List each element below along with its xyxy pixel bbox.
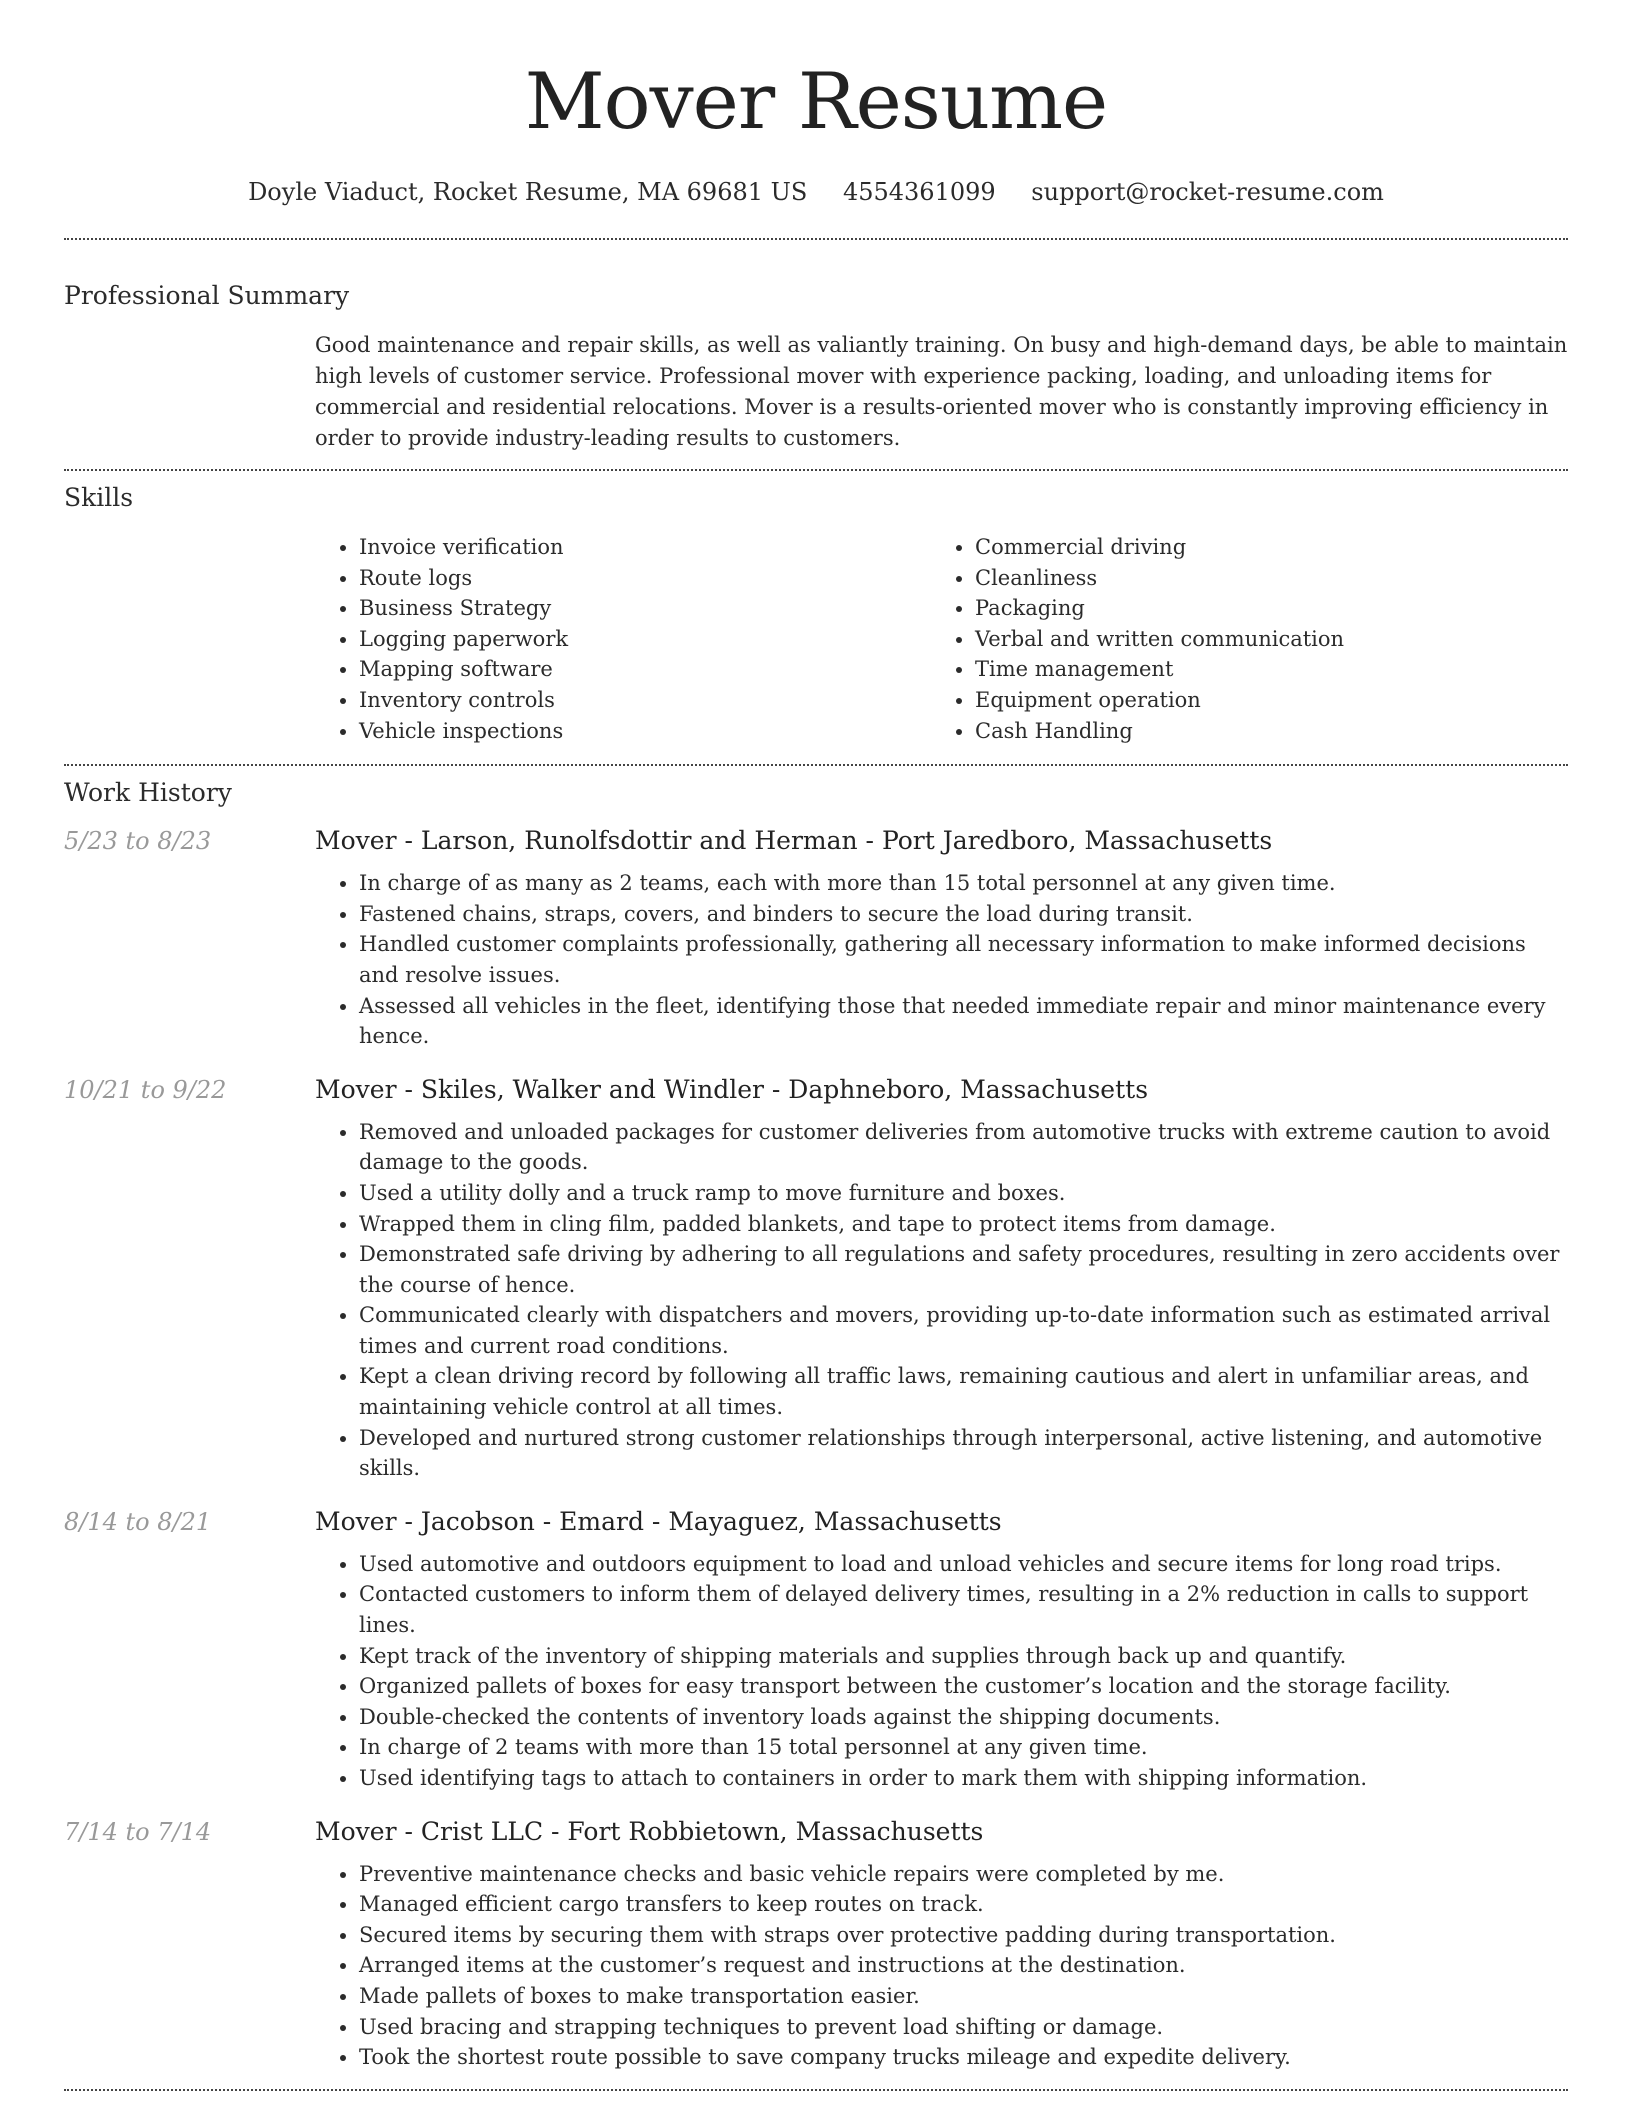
- job-dates: 10/21 to 9/22: [64, 1075, 227, 1104]
- skill-item: • Verbal and written communication: [975, 624, 1547, 655]
- job-bullet: • Double-checked the contents of inventory loads against the shipping documents.: [359, 1702, 1568, 1733]
- skill-item: • Business Strategy: [359, 593, 931, 624]
- job-bullet: • Handled customer complaints professionally, gathering all necessary information to make informed decisions and resolve issues.: [359, 929, 1568, 990]
- job-bullet: • Assessed all vehicles in the fleet, identifying those that needed immediate repair and minor maintenance every hence.: [359, 991, 1568, 1052]
- divider: [64, 2089, 1568, 2091]
- skill-item: • Inventory controls: [359, 685, 931, 716]
- job-bullet: • In charge of 2 teams with more than 15 total personnel at any given time.: [359, 1732, 1568, 1763]
- job-entry: [64, 826, 1568, 1052]
- job-bullet: • Preventive maintenance checks and basic vehicle repairs were completed by me.: [359, 1859, 1568, 1890]
- contact-phone: 4554361099: [842, 178, 996, 206]
- job-bullet: • Wrapped them in cling film, padded blankets, and tape to protect items from damage.: [359, 1209, 1568, 1240]
- job-bullet: • Took the shortest route possible to save company trucks mileage and expedite delivery.: [359, 2042, 1568, 2073]
- job-header: [64, 1817, 1568, 1846]
- skill-item: • Logging paperwork: [359, 624, 931, 655]
- job-dates: 7/14 to 7/14: [64, 1817, 212, 1846]
- job-bullet: • Demonstrated safe driving by adhering to all regulations and safety procedures, resulting in zero accidents over the course of hence.: [359, 1239, 1568, 1300]
- job-title: Mover - Crist LLC - Fort Robbietown, Massachusetts: [315, 1816, 984, 1846]
- contact-email: support@rocket-resume.com: [1031, 178, 1384, 206]
- jobs-list: [64, 826, 1568, 2073]
- skill-item: • Vehicle inspections: [359, 716, 931, 747]
- divider: [64, 238, 1568, 240]
- work-section: [64, 778, 1568, 2073]
- job-header: [64, 1075, 1568, 1104]
- summary-text: Good maintenance and repair skills, as well as valiantly training. On busy and high-demand days, be able to maintain high levels of customer service. Professional mover with experience packing, loading, and unloading items for commercial and residential relocations. Mover is a results-oriented mover who is constantly improving efficiency in order to provide industry-leading results to customers.: [315, 333, 1568, 450]
- job-bullet: • Arranged items at the customer’s request and instructions at the destination.: [359, 1950, 1568, 1981]
- job-bullet: • Communicated clearly with dispatchers and movers, providing up-to-date information such as estimated arrival times and current road conditions.: [359, 1300, 1568, 1361]
- job-title: Mover - Larson, Runolfsdottir and Herman - Port Jaredboro, Massachusetts: [315, 826, 1273, 856]
- job-dates: 5/23 to 8/23: [64, 827, 212, 856]
- job-bullet: • Fastened chains, straps, covers, and binders to secure the load during transit.: [359, 899, 1568, 930]
- work-heading: Work History: [64, 778, 232, 808]
- job-dates: 8/14 to 8/21: [64, 1507, 212, 1536]
- job-entry: [64, 1507, 1568, 1794]
- skill-item: • Time management: [975, 654, 1547, 685]
- job-bullet: • Kept track of the inventory of shipping materials and supplies through back up and quantify.: [359, 1641, 1568, 1672]
- job-bullet: • Organized pallets of boxes for easy transport between the customer’s location and the storage facility.: [359, 1671, 1568, 1702]
- divider: [64, 469, 1568, 471]
- job-bullet: • Secured items by securing them with straps over protective padding during transportation.: [359, 1920, 1568, 1951]
- skills-section: [64, 483, 1568, 746]
- job-bullets: [315, 1549, 1568, 1794]
- job-bullet: • Kept a clean driving record by following all traffic laws, remaining cautious and alert in unfamiliar areas, and maintaining vehicle control at all times.: [359, 1361, 1568, 1422]
- skills-column-right: [931, 532, 1547, 746]
- job-bullets: [315, 1117, 1568, 1484]
- job-bullets: [315, 868, 1568, 1052]
- job-entry: [64, 1817, 1568, 2073]
- skill-item: • Equipment operation: [975, 685, 1547, 716]
- job-bullet: • Contacted customers to inform them of delayed delivery times, resulting in a 2% reduction in calls to support lines.: [359, 1579, 1568, 1640]
- job-entry: [64, 1075, 1568, 1484]
- skill-item: • Packaging: [975, 593, 1547, 624]
- resume-title: Mover Resume: [524, 57, 1108, 147]
- contact-line: [64, 176, 1568, 208]
- job-bullet: • Used a utility dolly and a truck ramp to move furniture and boxes.: [359, 1178, 1568, 1209]
- skill-item: • Cash Handling: [975, 716, 1547, 747]
- divider: [64, 764, 1568, 766]
- skill-item: • Cleanliness: [975, 563, 1547, 594]
- skill-item: • Mapping software: [359, 654, 931, 685]
- skill-item: • Invoice verification: [359, 532, 931, 563]
- job-header: [64, 826, 1568, 855]
- job-bullet: • Removed and unloaded packages for customer deliveries from automotive trucks with extreme caution to avoid damage to the goods.: [359, 1117, 1568, 1178]
- skills-list: [315, 532, 1568, 746]
- job-title: Mover - Skiles, Walker and Windler - Daphneboro, Massachusetts: [315, 1074, 1149, 1104]
- job-bullet: • Used identifying tags to attach to containers in order to mark them with shipping information.: [359, 1763, 1568, 1794]
- job-bullet: • Made pallets of boxes to make transportation easier.: [359, 1981, 1568, 2012]
- summary-heading: Professional Summary: [64, 281, 350, 310]
- summary-section: [64, 281, 1568, 454]
- job-bullet: • Developed and nurtured strong customer relationships through interpersonal, active listening, and automotive skills.: [359, 1423, 1568, 1484]
- skills-column-left: [315, 532, 931, 746]
- contact-address: Doyle Viaduct, Rocket Resume, MA 69681 US: [248, 178, 808, 206]
- job-bullet: • Used bracing and strapping techniques to prevent load shifting or damage.: [359, 2012, 1568, 2043]
- skill-item: • Route logs: [359, 563, 931, 594]
- job-bullet: • In charge of as many as 2 teams, each with more than 15 total personnel at any given time.: [359, 868, 1568, 899]
- job-bullet: • Used automotive and outdoors equipment to load and unload vehicles and secure items for long road trips.: [359, 1549, 1568, 1580]
- job-header: [64, 1507, 1568, 1536]
- skill-item: • Commercial driving: [975, 532, 1547, 563]
- skills-heading: Skills: [64, 483, 134, 512]
- job-bullets: [315, 1859, 1568, 2073]
- job-bullet: • Managed efficient cargo transfers to keep routes on track.: [359, 1889, 1568, 1920]
- job-title: Mover - Jacobson - Emard - Mayaguez, Massachusetts: [315, 1506, 1002, 1536]
